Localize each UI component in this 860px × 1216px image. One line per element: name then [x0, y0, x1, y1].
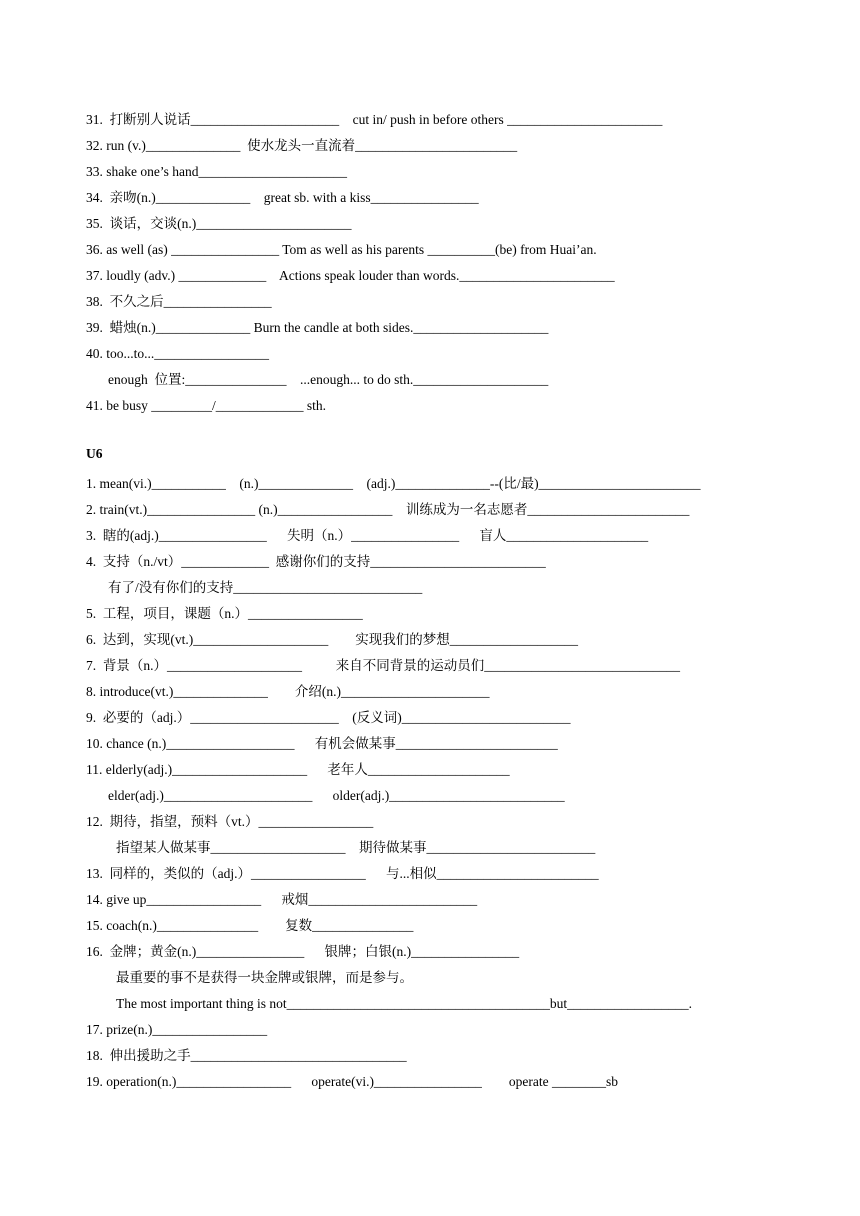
- u6-item-12-sub: 指望某人做某事____________________ 期待做某事_________________________: [116, 840, 596, 855]
- u6-item-13: 13. 同样的，类似的（adj.）_________________ 与...相似________________________: [86, 866, 599, 881]
- u6-item-10: 10. chance (n.)___________________ 有机会做某事________________________: [86, 736, 558, 751]
- item-34: 34. 亲吻(n.)______________ great sb. with a kiss________________: [86, 190, 479, 205]
- u6-item-4: 4. 支持（n./vt）_____________ 感谢你们的支持__________________________: [86, 554, 546, 569]
- u6-item-11-sub: elder(adj.)______________________ older(adj.)__________________________: [108, 788, 565, 803]
- item-35: 35. 谈话，交谈(n.)_______________________: [86, 216, 352, 231]
- item-40-sub: enough 位置:_______________ ...enough... to do sth.____________________: [108, 372, 549, 387]
- item-31: 31. 打断别人说话______________________ cut in/ push in before others _______________________: [86, 112, 663, 127]
- u6-item-6: 6. 达到，实现(vt.)____________________ 实现我们的梦想___________________: [86, 632, 578, 647]
- item-39: 39. 蜡烛(n.)______________ Burn the candle at both sides.____________________: [86, 320, 549, 335]
- u6-item-3: 3. 瞎的(adj.)________________ 失明（n.）________________ 盲人_____________________: [86, 528, 649, 543]
- item-32: 32. run (v.)______________ 使水龙头一直流着________________________: [86, 138, 518, 153]
- u6-item-14: 14. give up_________________ 戒烟_________________________: [86, 892, 478, 907]
- u6-item-1: 1. mean(vi.)___________ (n.)______________ (adj.)______________--(比/最)________________________: [86, 476, 701, 491]
- item-41: 41. be busy _________/_____________ sth.: [86, 398, 327, 413]
- u6-item-16-sub-en: The most important thing is not_______________________________________but__________________.: [116, 996, 692, 1011]
- item-40: 40. too...to..._________________: [86, 346, 270, 361]
- u6-item-4-sub: 有了/没有你们的支持____________________________: [108, 580, 423, 595]
- u6-item-17: 17. prize(n.)_________________: [86, 1022, 268, 1037]
- item-33: 33. shake one’s hand______________________: [86, 164, 347, 179]
- item-38: 38. 不久之后________________: [86, 294, 272, 309]
- u6-item-18: 18. 伸出援助之手________________________________: [86, 1048, 407, 1063]
- u6-item-9: 9. 必要的（adj.）______________________ (反义词)_________________________: [86, 710, 571, 725]
- u6-item-2: 2. train(vt.)________________ (n.)_________________ 训练成为一名志愿者________________________: [86, 502, 690, 517]
- u6-item-16-sub-cn: 最重要的事不是获得一块金牌或银牌，而是参与。: [116, 970, 413, 985]
- u6-item-7: 7. 背景（n.）____________________ 来自不同背景的运动员们_____________________________: [86, 658, 680, 673]
- u6-item-12: 12. 期待，指望，预料（vt.）_________________: [86, 814, 374, 829]
- u6-item-16: 16. 金牌；黄金(n.)________________ 银牌；白银(n.)________________: [86, 944, 520, 959]
- u6-item-11: 11. elderly(adj.)____________________ 老年人_____________________: [86, 762, 510, 777]
- item-36: 36. as well (as) ________________ Tom as well as his parents __________(be) from Huai’an.: [86, 242, 597, 257]
- u6-item-15: 15. coach(n.)_______________ 复数_______________: [86, 918, 414, 933]
- u6-item-19: 19. operation(n.)_________________ operate(vi.)________________ operate ________sb: [86, 1074, 619, 1089]
- u6-item-5: 5. 工程，项目，课题（n.）_________________: [86, 606, 363, 621]
- item-37: 37. loudly (adv.) _____________ Actions speak louder than words._______________________: [86, 268, 615, 283]
- u6-item-8: 8. introduce(vt.)______________ 介绍(n.)______________________: [86, 684, 490, 699]
- section-heading-u6: U6: [86, 446, 103, 461]
